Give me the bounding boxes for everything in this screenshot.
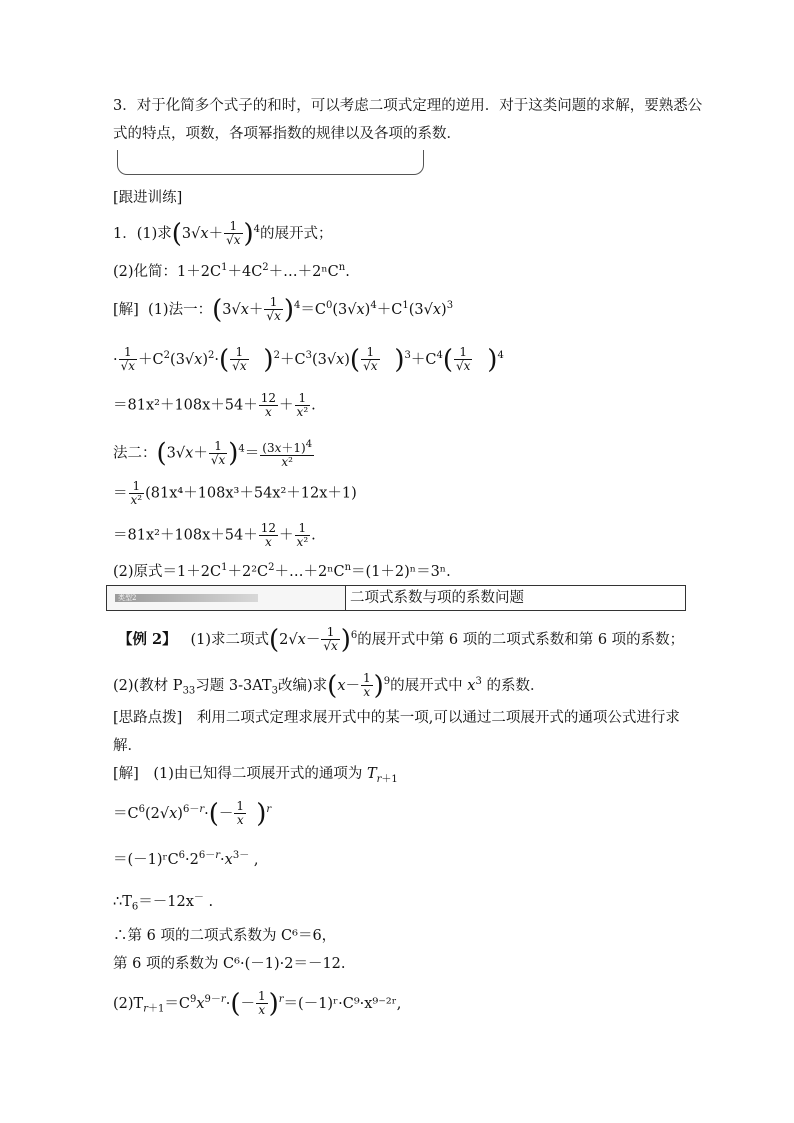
t6-line: $\therefore T_6=-12x^-$ . — [113, 892, 214, 913]
solution-continuation: · $\frac{1}{√x}$ $+C^2(3√x)^2\cdot$( $\frac{1}{√x}$ )$^2+C^3(3√x)$( $\frac{1}{√x}$ )$^3+C^4$( $\frac{1}{√x}$ )$^4$ — [113, 344, 504, 375]
topic-tag: 类型2 — [115, 594, 258, 602]
result-line-1: ＝81x²＋108x＋54＋ $\frac{12}{x}$ ＋ $\frac{1}{\text{x²}}$ . — [113, 391, 316, 419]
tip-line-2: 式的特点，项数，各项幂指数的规律以及各项的系数． — [113, 126, 461, 142]
result-line-2: ＝81x²＋108x＋54＋ $\frac{12}{x}$ ＋ $\frac{1}{\text{x²}}$ . — [113, 521, 316, 549]
practice-header: [跟进训练] — [113, 190, 183, 206]
binomial-coefficient-line: ∴第 6 项的二项式系数为 C⁶＝6， — [113, 928, 337, 944]
term-coefficient-line: 第 6 项的系数为 C⁶·(－1)·2＝－12. — [113, 956, 346, 972]
hint-line-2: 解． — [113, 738, 142, 754]
topic-title: 二项式系数与项的系数问题 — [350, 590, 524, 606]
topic-bar — [106, 585, 686, 611]
tip-line-1: 3．对于化简多个式子的和时，可以考虑二项式定理的逆用．对于这类问题的求解，要熟悉公 — [113, 98, 703, 114]
example-q2: (2)(教材 $P_{33}$习题 $3-3AT_3$改编)求(x－ $\frac{1}{x}$ )$^9$的展开式中 $x^3$ 的系数． — [113, 670, 545, 701]
bracket-box — [117, 150, 424, 175]
example-solution-1: [解] (1)由已知得二项展开式的通项为 $T_{r+1}$ — [113, 766, 398, 785]
solution-method-1: [解] (1)法一：(3√x＋ $\frac{1}{√x}$ )$^4=C^0(3√x)^4+C^1(3√x)^3$ — [113, 294, 454, 325]
part2-line: (2)原式$=1+2C^1+2^2C^2+\dots+2^nC^n=(1+2)^n=3^n$. — [113, 562, 451, 580]
topic-tag-cell — [107, 586, 346, 610]
simplified-term-line: $=(-1)ʳC^6\cdot 2^{6-r}\cdot x^{3-}$ , — [113, 850, 259, 868]
expand-line: ＝ $\frac{1}{\text{x²}}$ (81x⁴＋108x³＋54x²＋12x＋1) — [113, 479, 357, 507]
hint-line-1: [思路点拨] 利用二项式定理求展开式中的某一项,可以通过二项展开式的通项公式进行求 — [113, 710, 680, 726]
solution-method-2: 法二：(3√x＋ $\frac{1}{√x}$ )$^4$＝ $\frac{(3x+1)^4}{\text{x²}}$ — [113, 438, 313, 469]
practice-q1b: (2)化简：$1+2C^1+4C^2+\dots+2^nC^n$. — [113, 262, 350, 280]
example-q1: 【例 2】 (1)求二项式(2√x－ $\frac{1}{√x}$ )$^6$的展开式中第 6 项的二项式系数和第 6 项的系数； — [118, 624, 685, 655]
practice-q1a: 1．(1)求(3√x＋ $\frac{1}{√x}$ )$^4$的展开式； — [113, 218, 333, 249]
part2-general-term: $(2)T_{r+1}=C^9x^{9-r}\cdot(-$ $\frac{1}{x}$ )$^r$＝(－1)ʳ·C⁹·x⁹⁻²ʳ, — [113, 988, 402, 1019]
general-term-line: $=C^6(2√x)^{6-r}\cdot(-$ $\frac{1}{x}$ )$^r$ — [113, 798, 272, 829]
